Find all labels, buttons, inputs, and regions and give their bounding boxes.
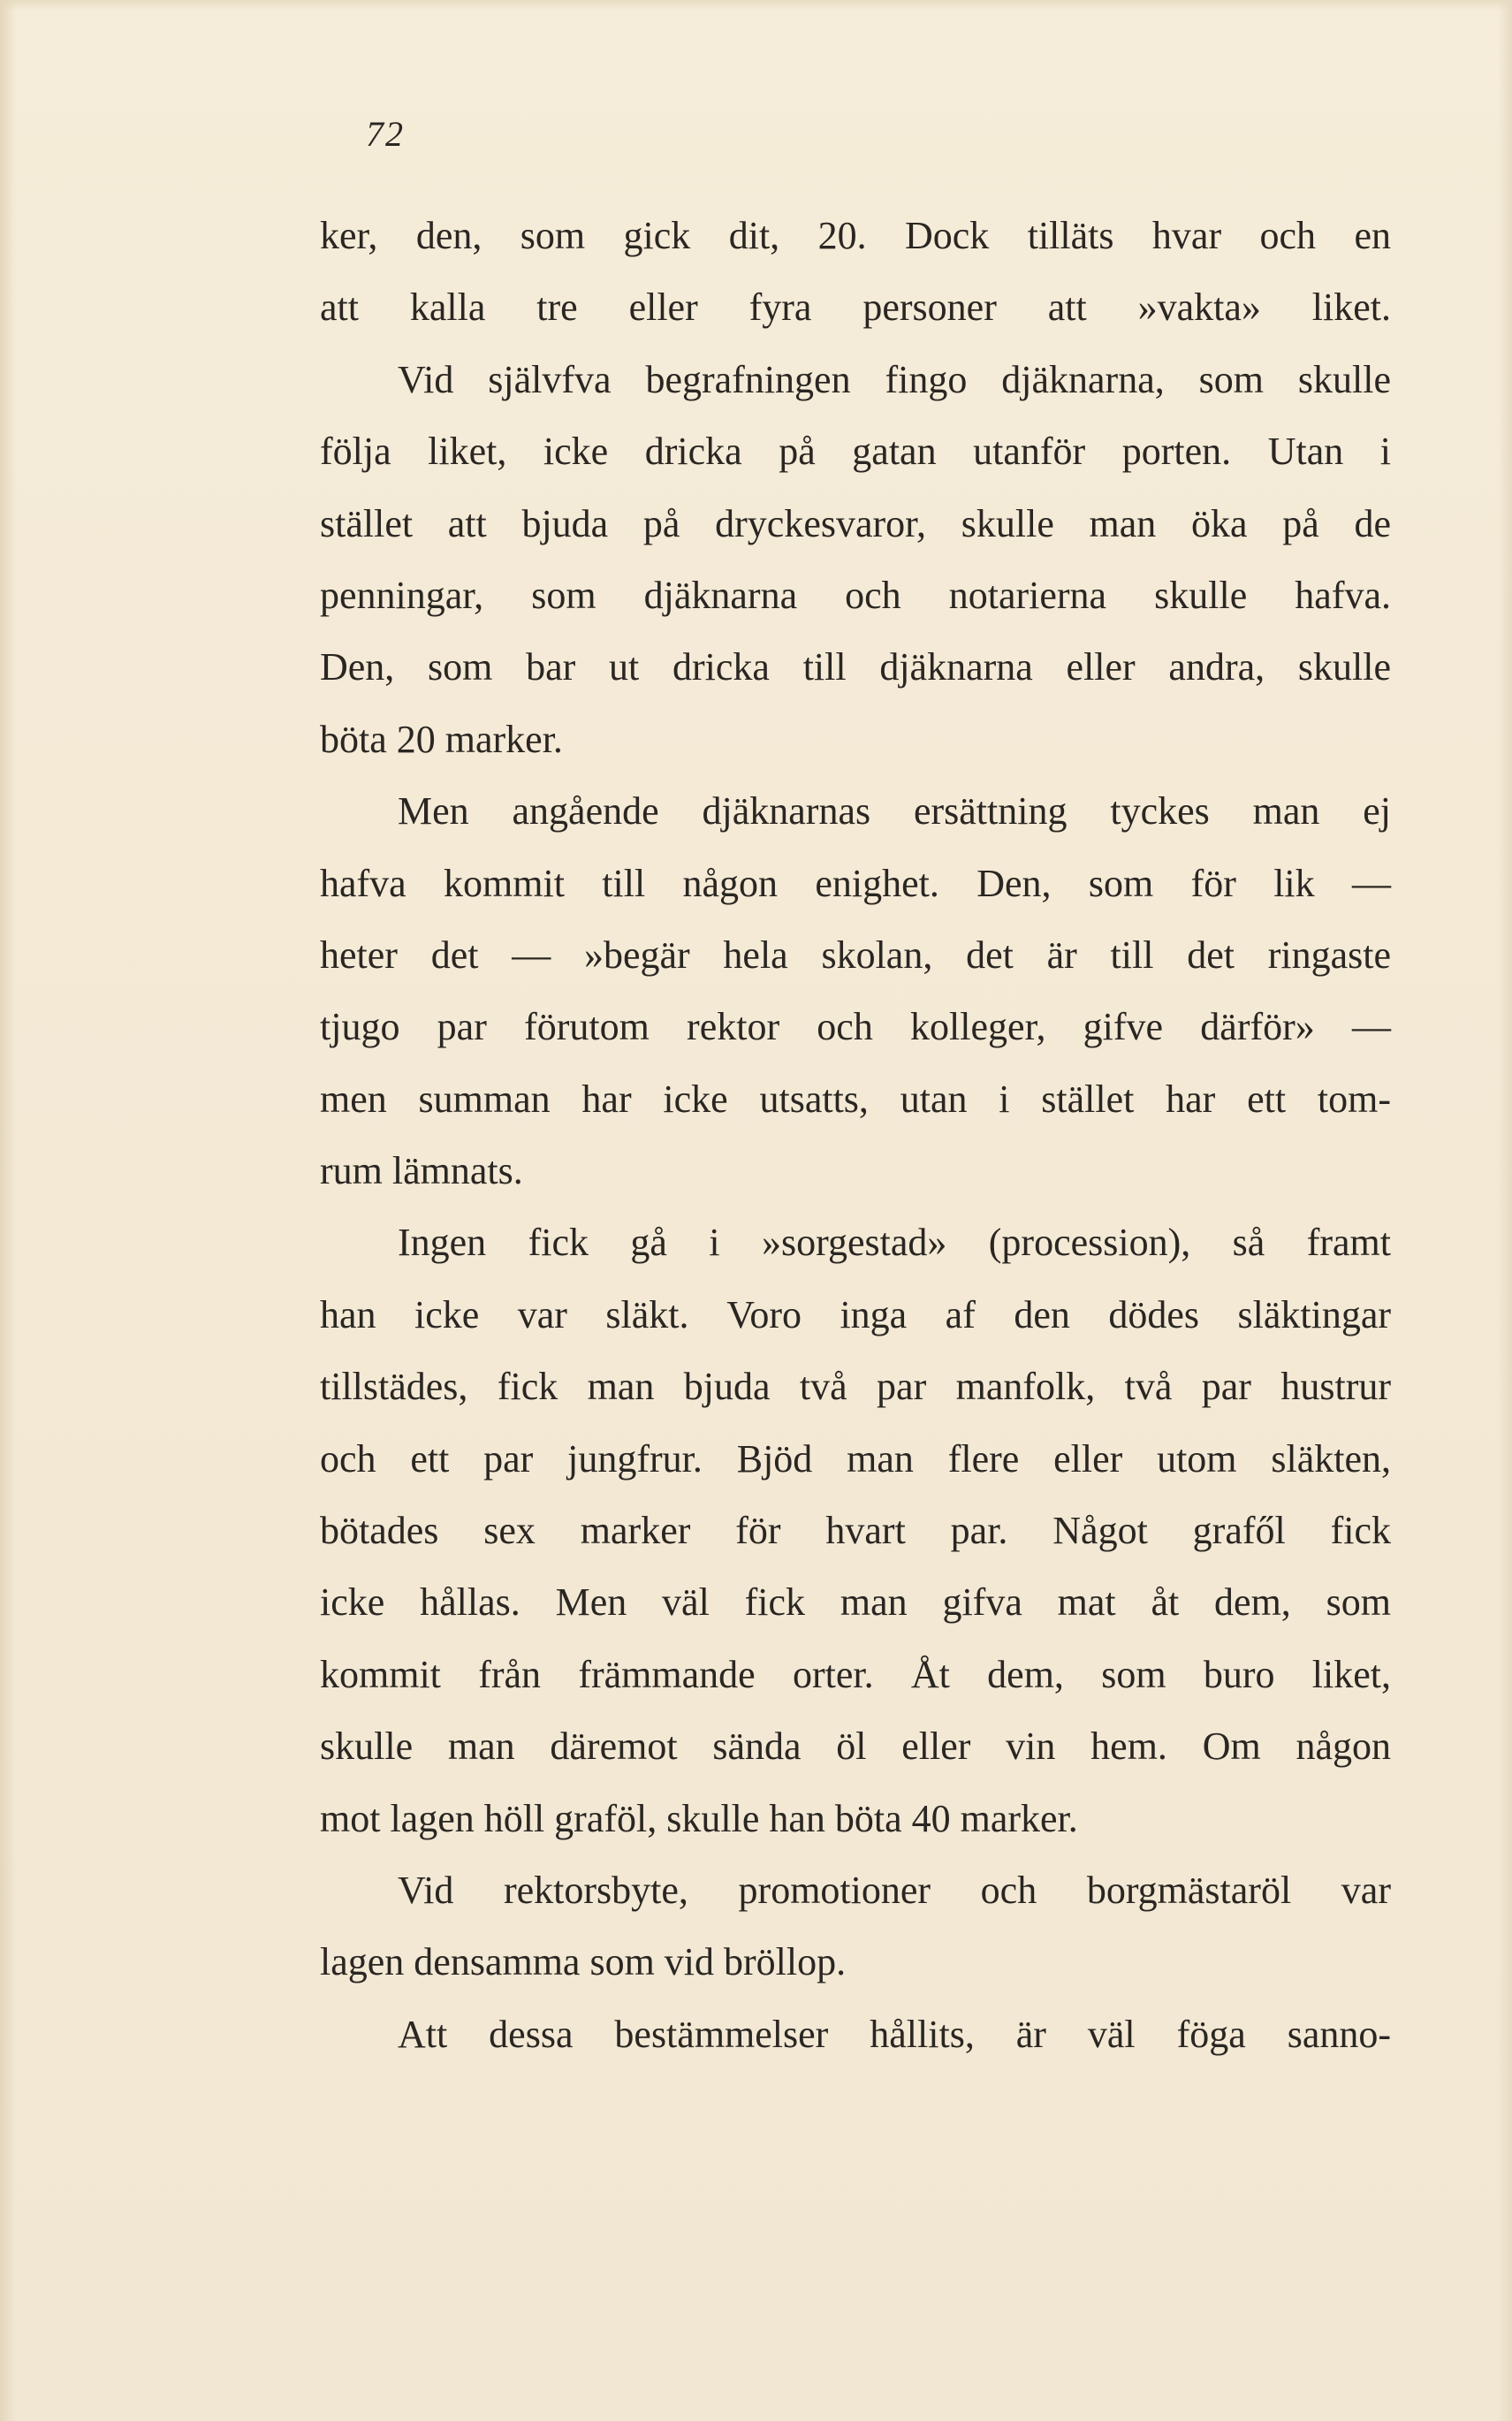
- text-line: rum lämnats.: [320, 1149, 523, 1193]
- text-line: Men angående djäknarnas ersättning tyckes man ej: [398, 789, 1391, 834]
- text-line: tjugo par förutom rektor och kolleger, gifve därför» —: [320, 1005, 1391, 1049]
- text-line: stället att bjuda på dryckesvaror, skulle man öka på de: [320, 501, 1391, 545]
- text-line: Den, som bar ut dricka till djäknarna eller andra, skulle: [320, 645, 1391, 689]
- text-line: kommit från främmande orter. Åt dem, som buro liket,: [320, 1652, 1391, 1696]
- text-line: icke hållas. Men väl fick man gifva mat åt dem, som: [320, 1580, 1391, 1625]
- page-number: 72: [366, 114, 405, 154]
- text-line: bötades sex marker för hvart par. Något grafől fick: [320, 1509, 1391, 1553]
- text-line: penningar, som djäknarna och notarierna skulle hafva.: [320, 573, 1391, 617]
- body-text: [320, 200, 1391, 2070]
- text-line: han icke var släkt. Voro inga af den dödes släktingar: [320, 1292, 1391, 1336]
- text-line: Att dessa bestämmelser hållits, är väl föga sanno-: [398, 2012, 1391, 2056]
- text-line: heter det — »begär hela skolan, det är till det ringaste: [320, 933, 1391, 977]
- text-line: Ingen fick gå i »sorgestad» (procession), så framt: [398, 1221, 1391, 1265]
- text-line: Vid rektorsbyte, promotioner och borgmästaröl var: [398, 1868, 1391, 1912]
- text-line: skulle man däremot sända öl eller vin hem. Om någon: [320, 1724, 1391, 1769]
- text-line: ker, den, som gick dit, 20. Dock tilläts hvar och en: [320, 214, 1391, 257]
- text-line: och ett par jungfrur. Bjöd man flere eller utom släkten,: [320, 1436, 1391, 1481]
- text-line: böta 20 marker.: [320, 717, 563, 761]
- text-line: följa liket, icke dricka på gatan utanför porten. Utan i: [320, 430, 1391, 474]
- text-line: mot lagen höll graföl, skulle han böta 40 marker.: [320, 1796, 1078, 1840]
- page-edge-left: [0, 0, 16, 2421]
- page-edge-right: [1498, 0, 1512, 2421]
- page-edge-top: [0, 0, 1512, 11]
- text-line: men summan har icke utsatts, utan i stället har ett tom-: [320, 1077, 1391, 1121]
- text-line: Vid självfva begrafningen fingo djäknarna, som skulle: [398, 357, 1391, 401]
- text-line: tillstädes, fick man bjuda två par manfolk, två par hustrur: [320, 1365, 1391, 1409]
- text-line: att kalla tre eller fyra personer att »vakta» liket.: [320, 285, 1391, 330]
- text-line: lagen densamma som vid bröllop.: [320, 1940, 847, 1984]
- text-line: hafva kommit till någon enighet. Den, som för lik —: [320, 861, 1391, 905]
